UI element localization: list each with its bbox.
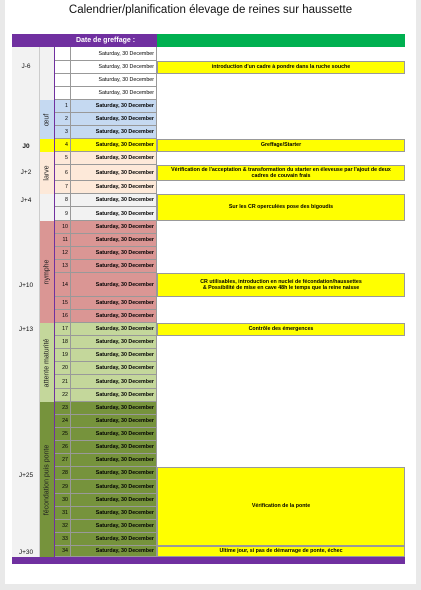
row-date: Saturday, 30 December — [71, 273, 157, 297]
row-number: 13 — [55, 260, 71, 273]
day-label-j+30: J+30 — [18, 549, 34, 556]
row-date: Saturday, 30 December — [71, 441, 157, 454]
row-date: Saturday, 30 December — [71, 207, 157, 221]
event-greffage-starter: Greffage/Starter — [157, 139, 405, 152]
stage-attente-maturite: attente maturité — [40, 323, 54, 402]
row-date: Saturday, 30 December — [71, 415, 157, 428]
row-date: Saturday, 30 December — [71, 507, 157, 520]
row-date: Saturday, 30 December — [71, 349, 157, 362]
row-number: 19 — [55, 349, 71, 362]
row-number: 34 — [55, 546, 71, 557]
row-number — [55, 47, 71, 61]
row-date: Saturday, 30 December — [71, 362, 157, 375]
event-cadre-a-pondre: introduction d'un cadre à pondre dans la ruche souche — [157, 61, 405, 74]
row-number: 31 — [55, 507, 71, 520]
row-date: Saturday, 30 December — [71, 467, 157, 480]
row-date: Saturday, 30 December — [71, 428, 157, 441]
stage-j0 — [40, 139, 54, 152]
day-label-j+13: J+13 — [18, 326, 34, 333]
row-date: Saturday, 30 December — [71, 221, 157, 234]
row-date: Saturday, 30 December — [71, 375, 157, 389]
event-ultime-jour: Ultime jour, si pas de démarrage de ponte, échec — [157, 546, 405, 557]
date-input-bar[interactable] — [157, 34, 405, 47]
row-number: 28 — [55, 467, 71, 480]
event-cr-line-1: CR utilisables, introduction en nuclei de fécondation/haussettes — [200, 278, 362, 285]
row-date: Saturday, 30 December — [71, 247, 157, 260]
row-date: Saturday, 30 December — [71, 152, 157, 165]
row-date: Saturday, 30 December — [71, 113, 157, 126]
row-date: Saturday, 30 December — [71, 323, 157, 336]
day-label-j+2: J+2 — [20, 169, 32, 176]
row-number: 8 — [55, 194, 71, 207]
day-label-j-6: J-6 — [21, 63, 31, 70]
stage-blank — [40, 47, 54, 100]
row-date: Saturday, 30 December — [71, 336, 157, 349]
row-number: 22 — [55, 389, 71, 402]
row-number: 7 — [55, 181, 71, 194]
row-number: 30 — [55, 494, 71, 507]
stage-fecondation-ponte: fécondation puis ponte — [40, 402, 54, 557]
stage-oeuf: œuf — [40, 100, 54, 139]
row-date: Saturday, 30 December — [71, 546, 157, 557]
event-verification-acceptation: Vérification de l'acceptation & transformation du starter en éleveuse par l'ajout de deux cadres de couvain frais — [157, 165, 405, 181]
row-date: Saturday, 30 December — [71, 297, 157, 310]
row-date: Saturday, 30 December — [71, 234, 157, 247]
day-label-j+25: J+25 — [18, 472, 34, 479]
event-controle-emergences: Contrôle des émergences — [157, 323, 405, 336]
row-number: 6 — [55, 165, 71, 181]
row-date: Saturday, 30 December — [71, 165, 157, 181]
row-number: 20 — [55, 362, 71, 375]
row-number: 4 — [55, 139, 71, 152]
event-cr-line-2: & Possibilité de mise en cave 48h le temps que la reine naisse — [202, 285, 360, 291]
event-cr-utilisables — [157, 273, 405, 297]
row-number: 27 — [55, 454, 71, 467]
stage-nymphe: nymphe — [40, 221, 54, 323]
row-date: Saturday, 30 December — [71, 139, 157, 152]
row-number: 16 — [55, 310, 71, 323]
row-number: 2 — [55, 113, 71, 126]
row-date: Saturday, 30 December — [71, 47, 157, 61]
row-date: Saturday, 30 December — [71, 194, 157, 207]
row-number: 1 — [55, 100, 71, 113]
row-date: Saturday, 30 December — [71, 74, 157, 87]
frame-bottom — [12, 557, 405, 564]
row-number: 21 — [55, 375, 71, 389]
row-number: 15 — [55, 297, 71, 310]
row-number — [55, 87, 71, 100]
row-number: 26 — [55, 441, 71, 454]
page-title: Calendrier/planification élevage de reines sur haussette — [68, 4, 353, 16]
row-date: Saturday, 30 December — [71, 389, 157, 402]
row-number — [55, 74, 71, 87]
row-number: 3 — [55, 126, 71, 139]
row-date: Saturday, 30 December — [71, 181, 157, 194]
row-date: Saturday, 30 December — [71, 494, 157, 507]
row-date: Saturday, 30 December — [71, 260, 157, 273]
row-date: Saturday, 30 December — [71, 126, 157, 139]
row-date: Saturday, 30 December — [71, 480, 157, 494]
row-number: 17 — [55, 323, 71, 336]
row-number: 23 — [55, 402, 71, 415]
row-number: 29 — [55, 480, 71, 494]
row-date: Saturday, 30 December — [71, 100, 157, 113]
row-date: Saturday, 30 December — [71, 87, 157, 100]
row-number: 12 — [55, 247, 71, 260]
day-label-j0: J0 — [22, 143, 30, 150]
row-number: 11 — [55, 234, 71, 247]
row-number: 25 — [55, 428, 71, 441]
day-label-j+4: J+4 — [20, 197, 32, 204]
row-number: 14 — [55, 273, 71, 297]
row-number: 32 — [55, 520, 71, 533]
row-date: Saturday, 30 December — [71, 520, 157, 533]
day-label-j+10: J+10 — [18, 282, 34, 289]
stage-gap — [40, 194, 54, 221]
row-date: Saturday, 30 December — [71, 61, 157, 74]
day-label-column — [12, 47, 40, 557]
date-header-label: Date de greffage : — [75, 37, 136, 44]
row-date: Saturday, 30 December — [71, 402, 157, 415]
row-number: 24 — [55, 415, 71, 428]
event-verification-ponte: Vérification de la ponte — [157, 467, 405, 546]
row-date: Saturday, 30 December — [71, 533, 157, 546]
row-date: Saturday, 30 December — [71, 310, 157, 323]
row-number: 5 — [55, 152, 71, 165]
row-number: 33 — [55, 533, 71, 546]
row-number: 9 — [55, 207, 71, 221]
row-number — [55, 61, 71, 74]
event-pose-bigoudis: Sur les CR operculées pose des bigoudis — [157, 194, 405, 221]
stage-larve: larve — [40, 152, 54, 194]
row-date: Saturday, 30 December — [71, 454, 157, 467]
row-number: 10 — [55, 221, 71, 234]
row-number: 18 — [55, 336, 71, 349]
